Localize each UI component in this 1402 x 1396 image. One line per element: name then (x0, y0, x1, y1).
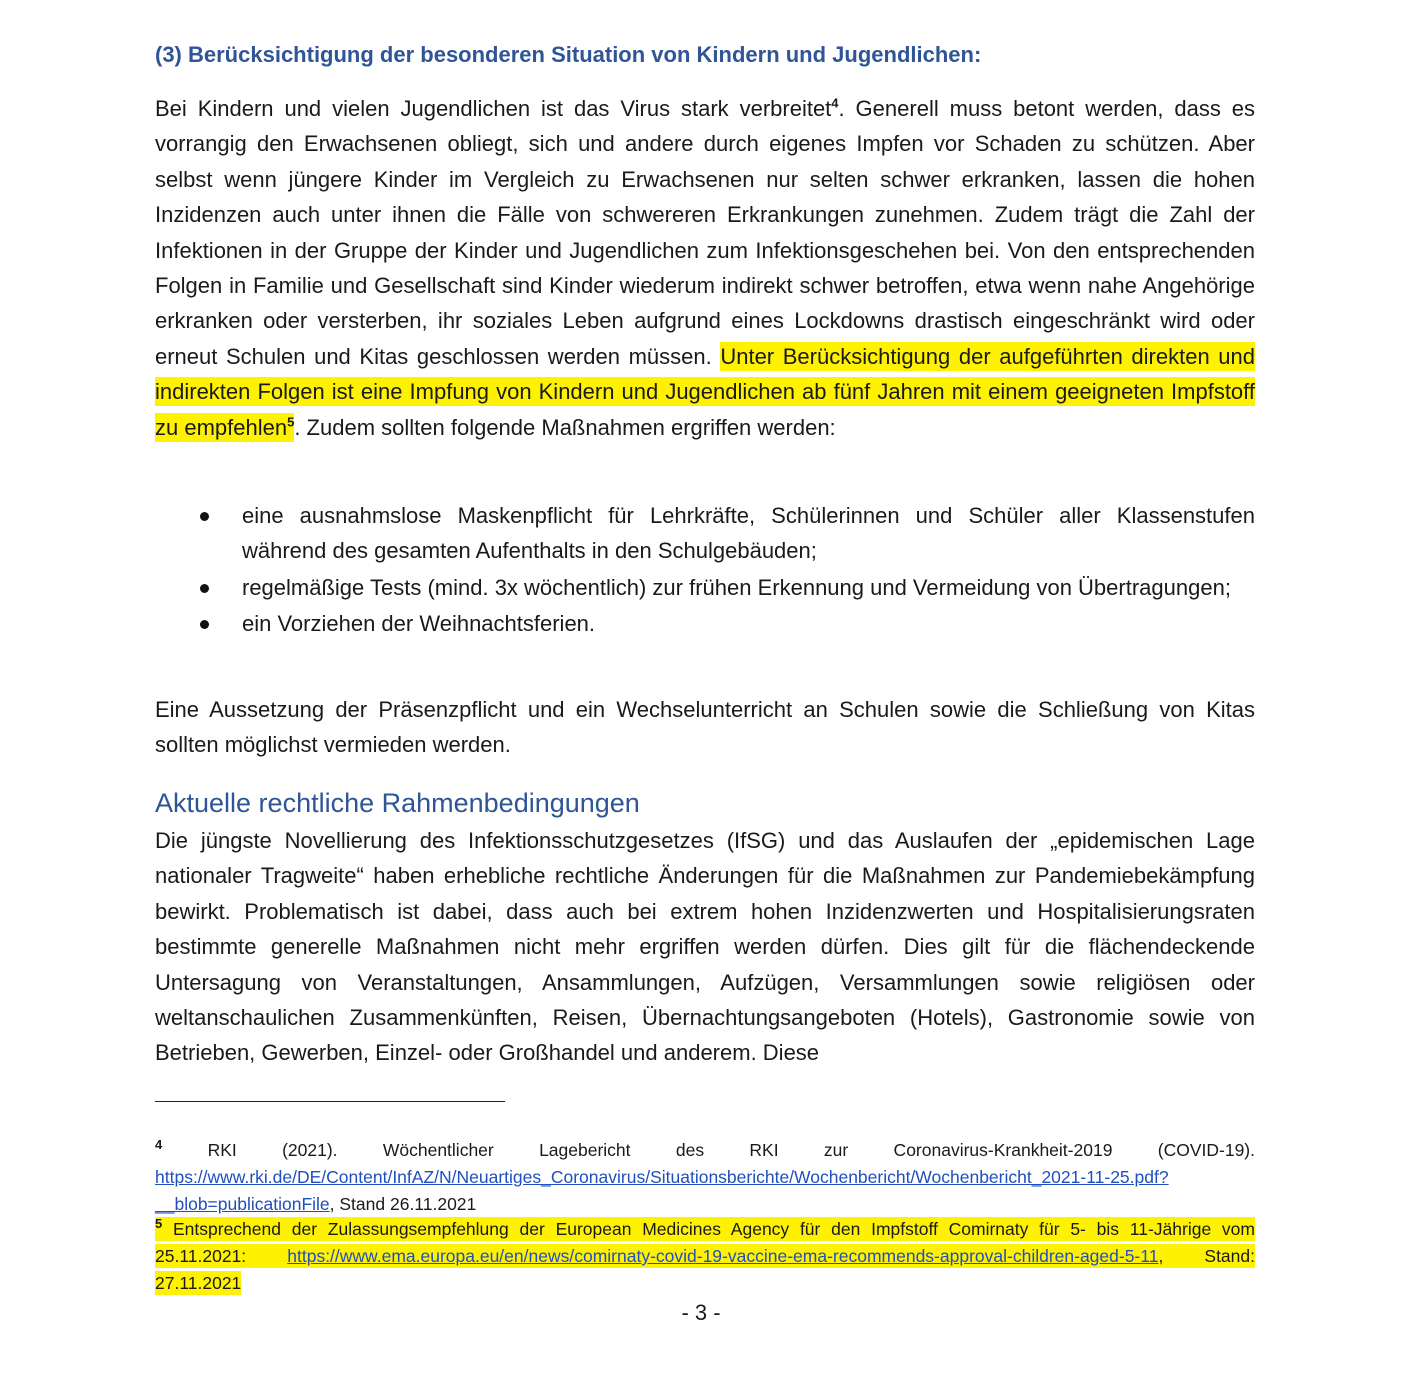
footnote-link-rki[interactable]: https://www.rki.de/DE/Content/InfAZ/N/Neuartiges_Coronavirus/Situationsberichte/Wochenbericht/Wochenbericht_2021-11-25.pdf?__blob=publicationFile (155, 1167, 1169, 1214)
footnote-ref-5[interactable]: 5 (287, 414, 295, 430)
footnote-link-ema[interactable]: https://www.ema.europa.eu/en/news/comirnaty-covid-19-vaccine-ema-recommends-approval-children-aged-5-11 (287, 1246, 1159, 1266)
list-item-text: regelmäßige Tests (mind. 3x wöchentlich) zur frühen Erkennung und Vermeidung von Übertragungen; (242, 574, 1231, 600)
legal-heading: Aktuelle rechtliche Rahmenbedingungen (155, 788, 640, 818)
footnote-text: , Stand: 27.11.2021 (155, 1246, 1255, 1293)
bullet-icon (200, 584, 209, 593)
paragraph-schools: Eine Aussetzung der Präsenzpflicht und ein Wechselunterricht an Schulen sowie die Schließung von Kitas sollten möglichst vermieden werden. (155, 697, 1255, 758)
footnote-ref-4[interactable]: 4 (831, 95, 839, 111)
list-item (155, 570, 1255, 605)
list-item-text: ein Vorziehen der Weihnachtsferien. (242, 611, 596, 637)
page-number: - 3 - (681, 1300, 721, 1325)
paragraph-text: . Zudem sollten folgende Maßnahmen ergriffen werden: (294, 414, 836, 440)
paragraph-text: Bei Kindern und vielen Jugendlichen ist das Virus stark verbreitet (155, 96, 832, 121)
list-item (155, 606, 1255, 641)
footnote-text: Entsprechend der Zulassungsempfehlung der European Medicines Agency für den Impfstoff Comirnaty für 5- bis 11-Jährige vom 25.11.2021: (155, 1219, 1255, 1266)
paragraph-children (155, 91, 1255, 445)
paragraph-text: . Generell muss betont werden, dass es vorrangig den Erwachsenen obliegt, sich und andere durch eigenes Impfen vor Schaden zu schützen. Aber selbst wenn jüngere Kinder im Vergleich zu Erwachsenen nur selten schwer erkranken, lassen die hohen Inzidenzen auch unter ihnen die Fälle von schwereren Erkrankungen zunehmen. Zudem trägt die Zahl der Infektionen in der Gruppe der Kinder und Jugendlichen zum Infektionsgeschehen bei. Von den entsprechenden Folgen in Familie und Gesellschaft sind Kinder wiederum indirekt schwer betroffen, etwa wenn nahe Angehörige erkranken oder versterben, ihr soziales Leben aufgrund eines Lockdowns drastisch eingeschränkt wird oder erneut Schulen und Kitas geschlossen werden müssen. (155, 96, 1255, 369)
section-heading: (3) Berücksichtigung der besonderen Situation von Kindern und Jugendlichen: (155, 42, 982, 67)
paragraph-legal: Die jüngste Novellierung des Infektionsschutzgesetzes (IfSG) und das Auslaufen der „epidemischen Lage nationaler Tragweite“ haben erhebliche rechtliche Änderungen für die Maßnahmen zur Pandemiebekämpfung bewirkt. Problematisch ist dabei, dass auch bei extrem hohen Inzidenzwerten und Hospitalisierungsraten bestimmte generelle Maßnahmen nicht mehr ergriffen werden dürfen. Dies gilt für die flächendeckende Untersagung von Veranstaltungen, Ansammlungen, Aufzügen, Versammlungen sowie religiösen oder weltanschaulichen Zusammenkünften, Reisen, Übernachtungsangeboten (Hotels), Gastronomie sowie von Betrieben, Gewerben, Einzel- oder Großhandel und anderem. Diese (155, 828, 1255, 1066)
footnote-text: , Stand 26.11.2021 (329, 1194, 477, 1214)
footnote-4 (155, 1137, 1255, 1218)
footnote-text: RKI (2021). Wöchentlicher Lagebericht des RKI zur Coronavirus-Krankheit-2019 (COVID-19). (162, 1140, 1255, 1160)
measures-list (155, 498, 1255, 643)
footnote-divider (155, 1101, 505, 1102)
list-item (155, 498, 1255, 569)
list-item-text: eine ausnahmslose Maskenpflicht für Lehrkräfte, Schülerinnen und Schüler aller Klassenstufen während des gesamten Aufenthalts in den Schulgebäuden; (242, 503, 1255, 564)
footnote-number: 5 (155, 1216, 163, 1232)
highlighted-text: Unter Berücksichtigung der aufgeführten direkten und indirekten Folgen ist eine Impfung von Kindern und Jugendlichen ab fünf Jahren mit einem geeigneten Impfstoff zu empfehlen (155, 343, 1255, 440)
highlighted-footnote (155, 1217, 1255, 1295)
footnote-number: 4 (155, 1137, 163, 1153)
bullet-icon (200, 512, 209, 521)
footnote-5 (155, 1216, 1255, 1297)
bullet-icon (200, 620, 209, 629)
